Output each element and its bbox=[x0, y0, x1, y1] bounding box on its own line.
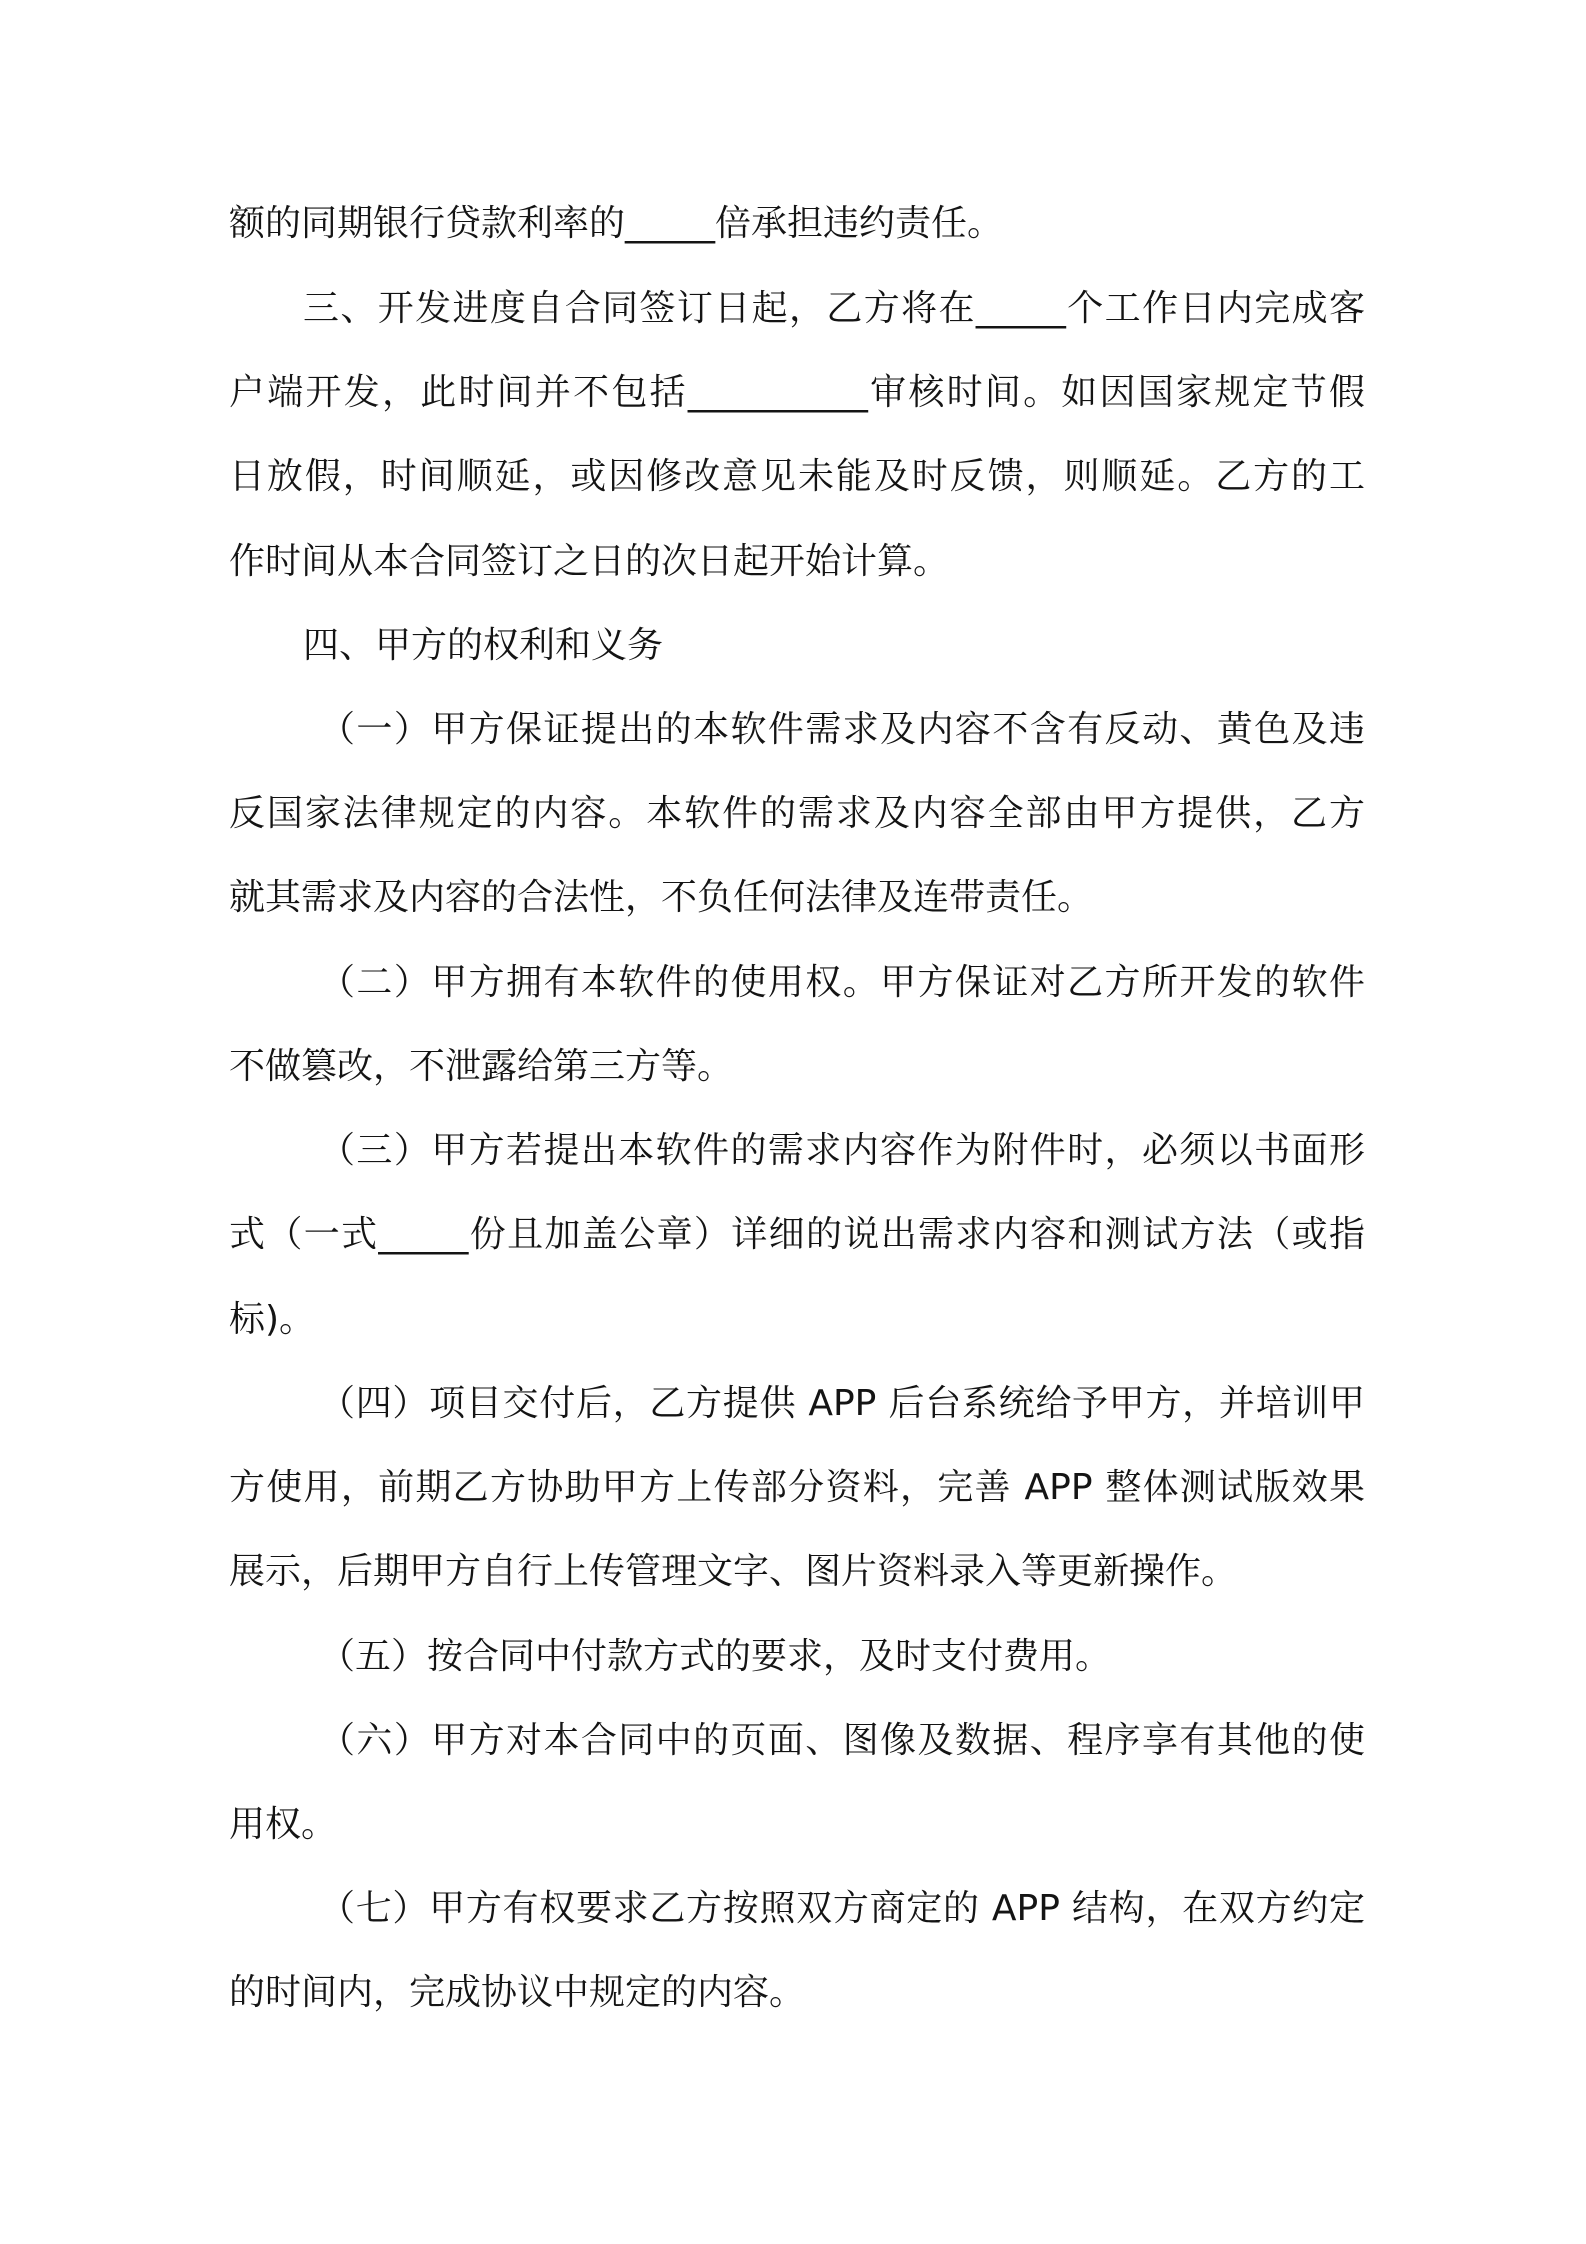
text-line: 就其需求及内容的合法性，不负任何法律及连带责任。 bbox=[229, 877, 1094, 918]
text-line: 式（一式_____份且加盖公章）详细的说出需求内容和测试方法（或指 bbox=[229, 1214, 1365, 1255]
text-line: 日放假，时间顺延，或因修改意见未能及时反馈，则顺延。乙方的工 bbox=[229, 456, 1365, 497]
item-1-line: （一）甲方保证提出的本软件需求及内容不含有反动、黄色及违 bbox=[319, 709, 1365, 750]
text-line: 作时间从本合同签订之日的次日起开始计算。 bbox=[229, 541, 950, 582]
item-5-line: （五）按合同中付款方式的要求，及时支付费用。 bbox=[319, 1636, 1112, 1677]
text-line: 的时间内，完成协议中规定的内容。 bbox=[229, 1972, 806, 2013]
item-7-line: （七）甲方有权要求乙方按照双方商定的 APP 结构，在双方约定 bbox=[319, 1888, 1365, 1929]
text-line: 方使用，前期乙方协助甲方上传部分资料，完善 APP 整体测试版效果 bbox=[229, 1467, 1365, 1508]
text-line: 标)。 bbox=[229, 1299, 316, 1340]
text-line: 用权。 bbox=[229, 1804, 338, 1845]
text-line: 户端开发，此时间并不包括__________审核时间。如因国家规定节假 bbox=[229, 372, 1365, 413]
text-line: 不做篡改，不泄露给第三方等。 bbox=[229, 1046, 734, 1087]
text-line: 反国家法律规定的内容。本软件的需求及内容全部由甲方提供，乙方 bbox=[229, 793, 1365, 834]
clause-3-heading-line: 三、开发进度自合同签订日起，乙方将在_____个工作日内完成客 bbox=[303, 288, 1365, 329]
item-4-line: （四）项目交付后，乙方提供 APP 后台系统给予甲方，并培训甲 bbox=[319, 1383, 1365, 1424]
text-line: 额的同期银行贷款利率的_____倍承担违约责任。 bbox=[229, 203, 1004, 244]
text-line: 展示，后期甲方自行上传管理文字、图片资料录入等更新操作。 bbox=[229, 1551, 1238, 1592]
item-2-line: （二）甲方拥有本软件的使用权。甲方保证对乙方所开发的软件 bbox=[319, 962, 1365, 1003]
section-4-heading: 四、甲方的权利和义务 bbox=[303, 625, 664, 666]
item-3-line: （三）甲方若提出本软件的需求内容作为附件时，必须以书面形 bbox=[319, 1130, 1365, 1171]
item-6-line: （六）甲方对本合同中的页面、图像及数据、程序享有其他的使 bbox=[319, 1720, 1365, 1761]
